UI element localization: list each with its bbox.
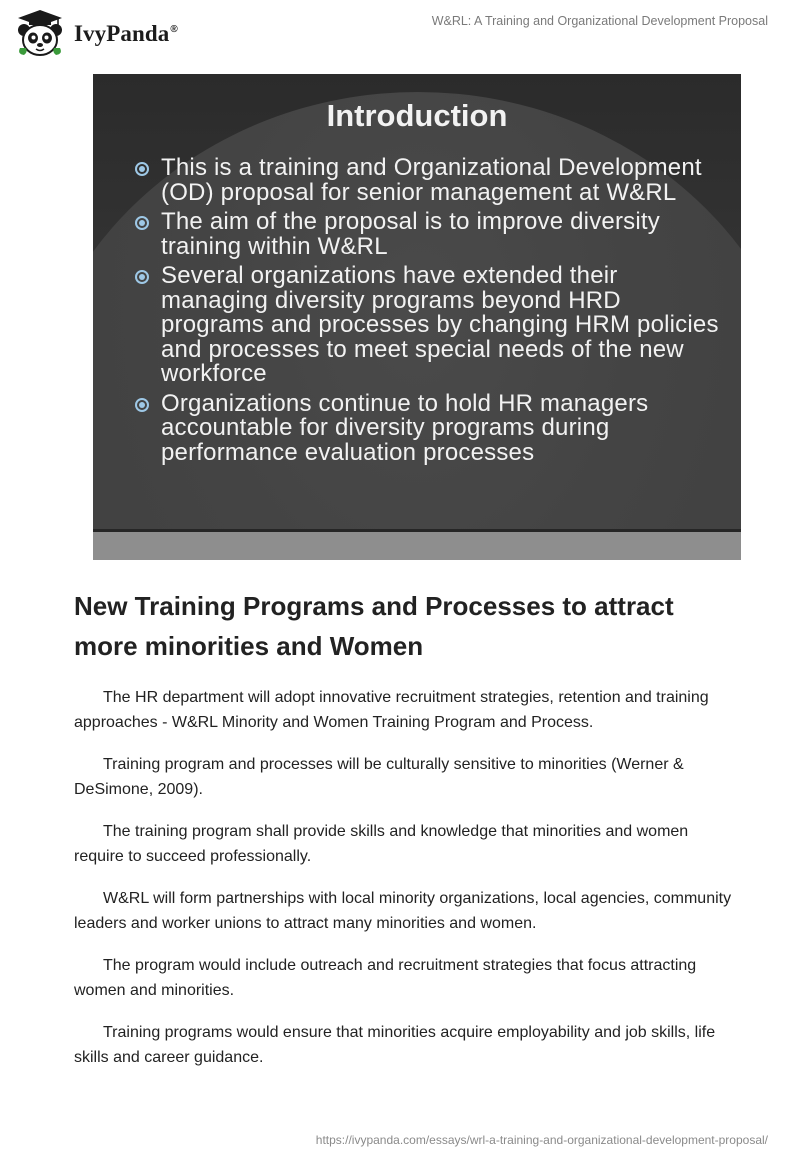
introduction-slide-image [93,74,741,560]
slide-bullet-item [135,156,725,205]
slide-bullet-item [135,264,725,387]
slide-bullet-list [135,156,725,470]
document-title: W&RL: A Training and Organizational Development Proposal [431,14,768,28]
body-paragraph: The program would include outreach and recruitment strategies that focus attracting women and minorities. [74,957,697,999]
ivypanda-logo[interactable] [14,8,178,58]
body-paragraph: Training program and processes will be culturally sensitive to minorities (Werner & DeSimone, 2009). [74,756,684,798]
slide-bullet-item [135,210,725,259]
page-header [0,0,800,60]
logo-text: IvyPanda [74,21,170,46]
body-paragraph: The training program shall provide skills and knowledge that minorities and women require to succeed professionally. [74,823,689,865]
slide-bullet-text: Organizations continue to hold HR managers accountable for diversity programs during performance evaluation processes [161,389,649,466]
slide-bullet-text: Several organizations have extended their managing diversity programs beyond HRD programs and processes by changing HRM policies and processes to meet special needs of the new workforce [161,262,719,387]
slide-bullet-text: This is a training and Organizational Development (OD) proposal for senior management at W&RL [161,154,702,206]
bullet-icon [135,270,149,284]
body-paragraph: Training programs would ensure that minorities acquire employability and job skills, life skills and career guidance. [74,1024,716,1066]
bullet-icon [135,162,149,176]
slide-footer-band [93,532,741,560]
bullet-icon [135,398,149,412]
body-paragraph: The HR department will adopt innovative recruitment strategies, retention and training approaches - W&RL Minority and Women Training Program and Process. [74,689,709,731]
registered-mark: ® [170,24,178,36]
bullet-icon [135,216,149,230]
slide-bullet-item [135,389,725,466]
slide-title: Introduction [326,98,508,133]
source-url-link[interactable]: https://ivypanda.com/essays/wrl-a-training-and-organizational-development-proposal/ [315,1133,768,1147]
body-paragraph: W&RL will form partnerships with local minority organizations, local agencies, community leaders and worker unions to attract many minorities and women. [74,890,732,932]
section-body [74,686,734,1088]
logo-wordmark [74,21,178,47]
panda-graduate-icon [14,8,66,58]
section-heading: New Training Programs and Processes to attract more minorities and Women [74,591,674,661]
slide-bullet-text: The aim of the proposal is to improve diversity training within W&RL [161,208,660,260]
